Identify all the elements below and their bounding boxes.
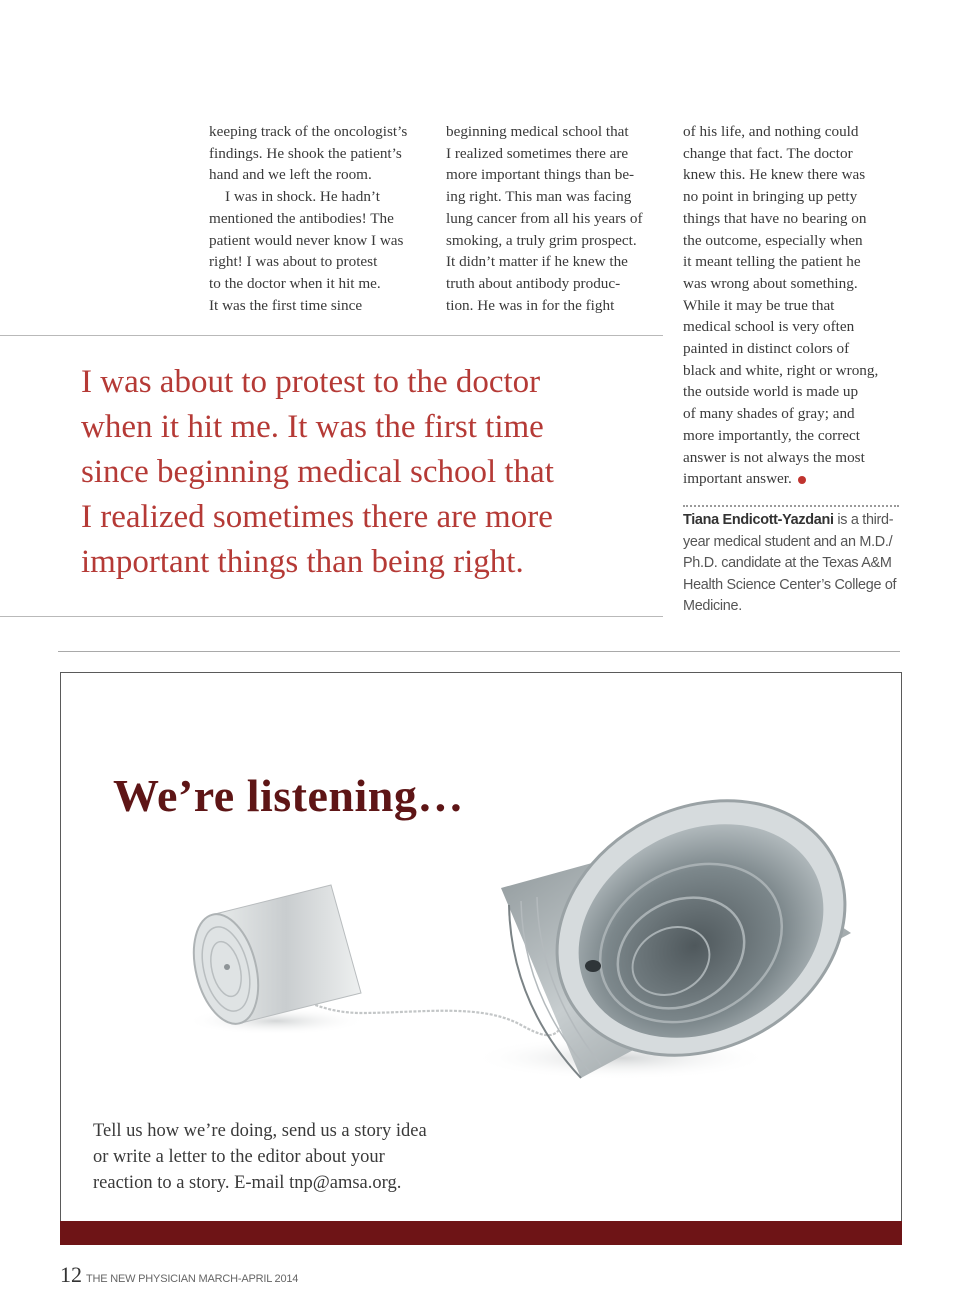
- page-footer: [60, 1262, 298, 1290]
- pullquote: I was about to protest to the doctor when it hit me. It was the first time since beginning medical school that I realized sometimes there are more important things than being right.: [81, 364, 554, 580]
- publication-line: THE NEW PHYSICIAN MARCH-APRIL 2014: [86, 1273, 299, 1285]
- article-column-2: [446, 121, 671, 316]
- author-bio: [683, 510, 903, 618]
- column-3-text: of his life, and nothing could change that fact. The doctor knew this. He knew there was no point in bringing up petty things that have no bearing on the outcome, especially when it meant telling the patient he was wrong about something. While it may be true that medical school is very often painted in distinct colors of black and white, right or wrong, the outside world is made up of many shades of gray; and more importantly, the correct answer is not always the most important answer.: [683, 123, 879, 488]
- author-name: Tiana Endicott-Yazdani: [683, 512, 834, 528]
- column-2-paragraph-1: beginning medical school that I realized sometimes there are more important things than be- ing right. This man was facing lung cancer from all his years of smoking, a truly grim prospect. It didn’t matter if he knew the truth about antibody produc- tion. He was in for the fight: [446, 123, 643, 314]
- article-column-3: [683, 121, 908, 490]
- column-3-paragraph-1: [683, 121, 908, 490]
- advertisement-box: [60, 672, 902, 1222]
- article-column-1: [209, 121, 439, 316]
- author-bio-text: is a third-year medical student and an M.D./ Ph.D. candidate at the Texas A&M Health Science Center’s College of Medicine.: [683, 512, 897, 615]
- pullquote-bottom-rule: [0, 616, 663, 617]
- column-1-paragraph-2: I was in shock. He hadn’t mentioned the antibodies! The patient would never know I was right! I was about to protest to the doctor when it hit me. It was the first time since: [209, 188, 404, 314]
- page-number: 12: [60, 1262, 82, 1287]
- ad-bottom-band: [60, 1221, 902, 1245]
- ad-body-text: Tell us how we’re doing, send us a story idea or write a letter to the editor about your reaction to a story. E-mail tnp@amsa.org.: [93, 1121, 427, 1193]
- ad-headline: We’re listening…: [113, 770, 464, 821]
- bio-dotted-rule: [683, 505, 899, 507]
- end-of-article-dot-icon: [798, 476, 806, 484]
- section-rule: [58, 651, 900, 652]
- pullquote-top-rule: [0, 335, 663, 336]
- column-1-paragraph-1: keeping track of the oncologist’s findings. He shook the patient’s hand and we left the room.: [209, 123, 408, 184]
